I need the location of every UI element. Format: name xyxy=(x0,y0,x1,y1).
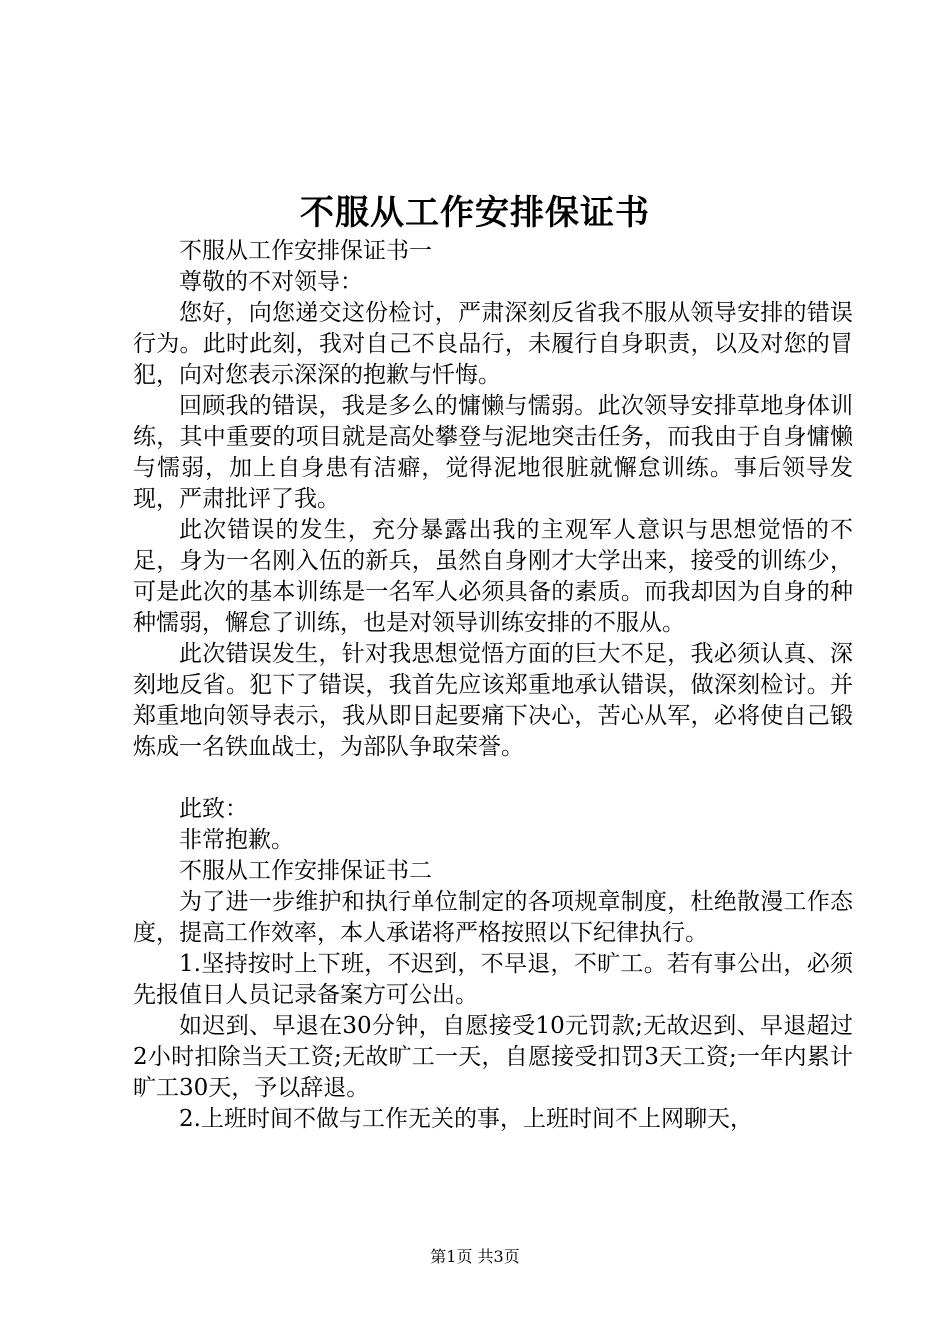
section-heading-1: 不服从工作安排保证书一 xyxy=(179,238,432,264)
paragraph-commitment: 此次错误发生，针对我思想觉悟方面的巨大不足，我必须认真、深刻地反省。犯下了错误，我首先应该郑重地承认错误，做深刻检讨。并郑重地向领导表示，我从即日起要痛下决心，苦心从军，必将使自己锻炼成一名铁血战士，为部队争取荣誉。 xyxy=(133,641,853,760)
section-heading-2: 不服从工作安排保证书二 xyxy=(179,858,432,884)
rule-item-1-penalty: 如迟到、早退在30分钟，自愿接受10元罚款;无故迟到、早退超过2小时扣除当天工资;无故旷工一天，自愿接受扣罚3天工资;一年内累计旷工30天，予以辞退。 xyxy=(133,1013,853,1101)
closing-line: 此致： xyxy=(179,796,248,822)
paragraph-purpose: 为了进一步维护和执行单位制定的各项规章制度，杜绝散漫工作态度，提高工作效率，本人承诺将严格按照以下纪律执行。 xyxy=(133,889,853,946)
apology-line: 非常抱歉。 xyxy=(179,827,294,853)
salutation: 尊敬的不对领导： xyxy=(179,269,363,295)
blank-line xyxy=(133,763,853,794)
rule-item-1: 1.坚持按时上下班，不迟到，不早退，不旷工。若有事公出，必须先报值日人员记录备案方可公出。 xyxy=(133,951,853,1008)
page-footer: 第1页 共3页 xyxy=(430,1247,520,1266)
document-body xyxy=(133,236,853,1135)
rule-item-2: 2.上班时间不做与工作无关的事，上班时间不上网聊天， xyxy=(179,1106,753,1132)
paragraph-reflection: 此次错误的发生，充分暴露出我的主观军人意识与思想觉悟的不足，身为一名刚入伍的新兵，虽然自身刚才大学出来，接受的训练少，可是此次的基本训练是一名军人必须具备的素质。而我却因为自身的种种懦弱，懈怠了训练，也是对领导训练安排的不服从。 xyxy=(133,517,853,636)
paragraph-intro: 您好，向您递交这份检讨，严肃深刻反省我不服从领导安排的错误行为。此时此刻，我对自己不良品行，未履行自身职责，以及对您的冒犯，向对您表示深深的抱歉与忏悔。 xyxy=(133,300,853,388)
document-title: 不服从工作安排保证书 xyxy=(300,193,650,233)
paragraph-review: 回顾我的错误，我是多么的慵懒与懦弱。此次领导安排草地身体训练，其中重要的项目就是高处攀登与泥地突击任务，而我由于自身慵懒与懦弱，加上自身患有洁癖，觉得泥地很脏就懈怠训练。事后领导发现，严肃批评了我。 xyxy=(133,393,853,512)
